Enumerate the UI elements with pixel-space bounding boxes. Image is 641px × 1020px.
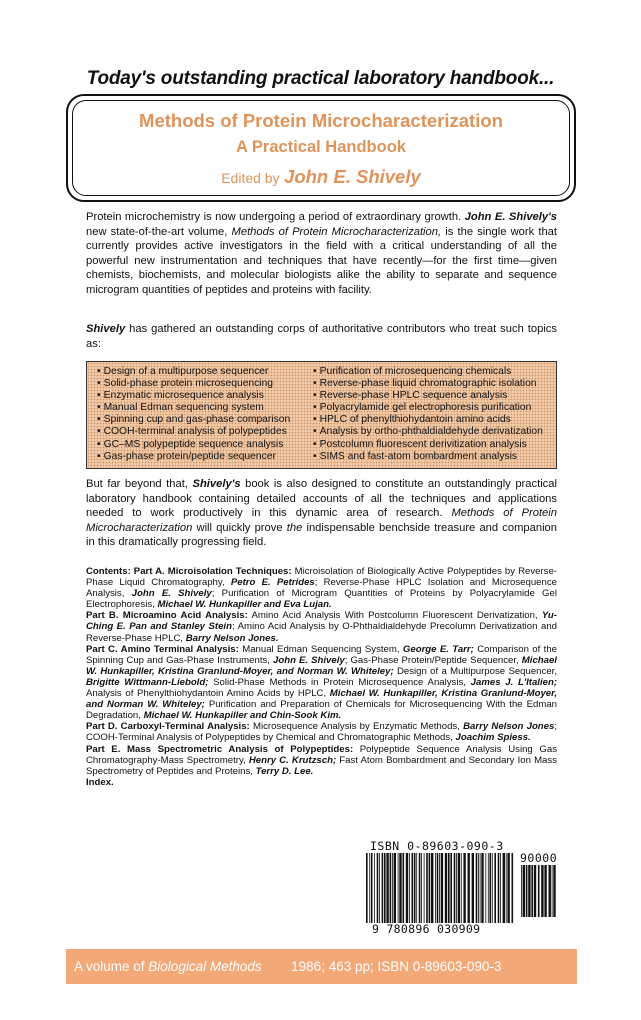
barcode-bar	[369, 853, 370, 923]
barcode-bar	[461, 853, 462, 923]
footer-prefix: A volume of	[74, 959, 149, 974]
emphasized-text: Michael W. Hunkapiller, Kristina Granlund-Moyer, and Norman W. Whiteley;	[86, 688, 557, 711]
emphasized-text: Barry Nelson Jones	[463, 721, 555, 733]
barcode-bar	[456, 853, 457, 923]
contents-section	[86, 744, 557, 777]
topic-item: • Enzymatic microsequence analysis	[97, 390, 309, 402]
title-box	[66, 94, 576, 202]
text-run: Polypeptide Sequence Analysis Using Gas Chromatography-Mass Spectrometry,	[86, 743, 557, 766]
topics-list-left	[97, 366, 309, 463]
table-of-contents	[86, 566, 557, 788]
footer-year: 1986;	[291, 959, 325, 974]
intro-paragraph	[86, 210, 557, 298]
price-barcode	[520, 865, 558, 917]
barcode-bar	[476, 853, 478, 923]
barcode-bar	[371, 853, 373, 923]
emphasized-text: Methods of Protein Microcharacterization	[86, 507, 557, 534]
text-run: Purification and Preparation of Chemicals for Microsequencing With the Edman Degradation,	[86, 699, 557, 722]
text-run: Protein microchemistry is now undergoing a period of extraordinary growth.	[86, 211, 465, 223]
book-subtitle: A Practical Handbook	[236, 138, 406, 156]
barcode-bar	[531, 865, 533, 917]
contents-section	[86, 721, 557, 743]
barcode-bar	[523, 865, 525, 917]
emphasized-text: Methods of Protein Microcharacterization,	[231, 225, 442, 238]
emphasized-text: John E. Shively's	[464, 211, 557, 223]
barcode-bar	[414, 853, 416, 923]
barcode-bar	[490, 853, 492, 923]
editor-prefix: Edited by	[221, 170, 280, 186]
emphasized-text: Part B. Microamino Acid Analysis:	[86, 610, 248, 622]
barcode-bar	[485, 853, 486, 923]
emphasized-text: John E. Shively	[273, 654, 345, 666]
text-run: Fast Atom Bombardment and Secondary Ion Mass Spectrometry of Peptides and Proteins,	[86, 754, 557, 777]
text-run: Microsequence Analysis by Enzymatic Methods,	[249, 721, 464, 733]
text-run: ; Amino Acid Analysis by O-Phthaldialdehyde Precolumn Derivatization and Reverse-Phase HPLC,	[86, 621, 557, 644]
contents-section	[86, 644, 557, 722]
barcode-bar	[494, 853, 496, 923]
barcode-bar	[552, 865, 553, 917]
barcode-bar	[382, 853, 384, 923]
barcode-bar	[521, 865, 522, 917]
editor-line	[68, 166, 574, 188]
text-run: ; Purification of Microgram Quantities of Proteins by Polyacrylamide Gel Electrophoresis,	[86, 588, 557, 611]
barcode-bar	[506, 853, 507, 923]
barcode-bar	[435, 853, 436, 923]
barcode-bar	[377, 853, 379, 923]
price-code: 90000	[520, 851, 558, 865]
barcode-bar	[384, 853, 386, 923]
barcode-bar	[398, 853, 399, 923]
topic-item: • Solid-phase protein microsequencing	[97, 378, 309, 390]
barcode-bar	[480, 853, 481, 923]
contributors-paragraph	[86, 322, 557, 351]
barcode-bar	[429, 853, 431, 923]
topic-item: • Manual Edman sequencing system	[97, 402, 309, 414]
topic-item: • Design of a multipurpose sequencer	[97, 366, 309, 378]
topics-list-right	[313, 366, 553, 463]
barcode-bar	[374, 853, 375, 923]
barcode-bar	[448, 853, 450, 923]
barcode-bar	[481, 853, 483, 923]
emphasized-text: Michael W. Hunkapiller and Chin-Sook Kim.	[143, 710, 342, 722]
topic-item: • Analysis by ortho-phthaldialdehyde derivatization	[313, 426, 553, 438]
barcode-bar	[424, 853, 425, 923]
barcode-bar	[472, 853, 474, 923]
barcode-bar	[503, 853, 505, 923]
barcode-bar	[409, 853, 410, 923]
text-run: ; Reverse-Phase HPLC Isolation and Microsequence Analysis,	[86, 577, 557, 600]
emphasized-text: Part E. Mass Spectrometric Analysis of Polypeptides:	[86, 743, 354, 755]
footer-pages: 463 pp;	[328, 959, 374, 974]
text-run: Microisolation of Biologically Active Polypeptides by Reverse-Phase Liquid Chromatography,	[86, 566, 557, 589]
text-run: Manual Edman Sequencing System,	[238, 643, 403, 655]
barcode-bar	[526, 865, 528, 917]
barcode-bar	[426, 853, 428, 923]
emphasized-text: Part C. Amino Terminal Analysis:	[86, 643, 239, 655]
emphasized-text: Yu-Ching E. Pan and Stanley Stein	[86, 610, 557, 633]
emphasized-text: Michael W. Hunkapiller, Kristina Granlund-Moyer, and Norman W. Whiteley;	[86, 654, 557, 677]
text-run: Comparison of the Spinning Cup and Gas-Phase Instruments,	[86, 643, 557, 666]
emphasized-text: Shively's	[192, 478, 241, 490]
emphasized-text: Terry D. Lee.	[255, 765, 314, 777]
barcode-bar	[549, 865, 551, 917]
barcode-bar	[379, 853, 380, 923]
handbook-paragraph	[86, 477, 557, 550]
text-run: Solid-Phase Methods in Protein Microsequence Analysis,	[208, 676, 471, 688]
barcode-bar	[458, 853, 460, 923]
contents-section	[86, 777, 557, 788]
topic-item: • Reverse-phase HPLC sequence analysis	[313, 390, 553, 402]
barcode-bar	[421, 853, 422, 923]
emphasized-text: Barry Nelson Jones.	[185, 632, 279, 644]
text-run: new state-of-the-art volume,	[86, 225, 232, 238]
topic-item: • Purification of microsequencing chemicals	[313, 366, 553, 378]
barcode-bar	[390, 853, 392, 923]
emphasized-text: George E. Tarr;	[402, 643, 474, 655]
barcode-bar	[392, 853, 393, 923]
text-run: Design of a Multipurpose Sequencer,	[393, 665, 557, 677]
barcode-bar	[419, 853, 421, 923]
emphasized-text: Joachim Spiess.	[455, 732, 531, 744]
topic-item: • Gas-phase protein/peptide sequencer	[97, 451, 309, 463]
barcode-bar	[478, 853, 479, 923]
emphasized-text: Henry C. Krutzsch;	[248, 754, 337, 766]
book-title: Methods of Protein Microcharacterization	[139, 110, 503, 131]
barcode-bar	[431, 853, 433, 923]
barcode-bar	[463, 853, 465, 923]
barcode-bar	[507, 853, 509, 923]
topic-item: • Reverse-phase liquid chromatographic isolation	[313, 378, 553, 390]
barcode-bar	[468, 853, 470, 923]
barcode-bar	[386, 853, 388, 923]
text-run: Amino Acid Analysis With Postcolumn Fluorescent Derivatization,	[247, 610, 542, 622]
text-run: But far beyond that,	[86, 478, 193, 490]
emphasized-text: Contents: Part A. Microisolation Techniques:	[86, 566, 292, 577]
barcode-bar	[488, 853, 489, 923]
emphasized-text: Michael W. Hunkapiller and Eva Lujan.	[157, 599, 332, 611]
text-run: Analysis of Phenylthiohydantoin Amino Acids by HPLC,	[86, 688, 330, 700]
barcode-bar	[439, 853, 440, 923]
text-run: ; Gas-Phase Protein/Peptide Sequencer,	[344, 654, 522, 666]
barcode-bar	[500, 853, 501, 923]
topic-item: • COOH-terminal analysis of polypeptides	[97, 426, 309, 438]
barcode-bar	[445, 853, 447, 923]
emphasized-text: the	[286, 521, 303, 534]
contents-section	[86, 610, 557, 643]
text-run: will quickly prove	[192, 521, 287, 534]
topic-item: • Spinning cup and gas-phase comparison	[97, 414, 309, 426]
isbn-label: ISBN 0-89603-090-3	[370, 839, 504, 853]
barcode-bar	[366, 853, 368, 923]
topic-item: • Polyacrylamide gel electrophoresis purification	[313, 402, 553, 414]
text-run: book is also designed to constitute an outstandingly practical laboratory handbook containing detailed accounts of all the techniques and applications needed to work productively in this dynamic area of research.	[86, 478, 557, 520]
editor-name: John E. Shively	[284, 166, 421, 187]
barcode-bar	[528, 865, 530, 917]
tagline: Today's outstanding practical laboratory handbook...	[86, 68, 555, 89]
barcode-bar	[498, 853, 500, 923]
text-run: is the single work that currently provides active investigators in the field with a critical understanding of all the powerful new instrumentation and techniques that have recently—for the first time—given chemists, biochemists, and molecular biologists alike the ability to separate and sequence microgram quantities of peptides and proteins with facility.	[86, 225, 558, 296]
text-run: has gathered an outstanding corps of authoritative contributors who treat such topics as:	[86, 323, 557, 350]
barcode-bar	[492, 853, 493, 923]
barcode-digits: 9 780896 030909	[372, 922, 481, 936]
emphasized-text: Petro E. Petrides	[230, 577, 315, 589]
barcode-bar	[406, 853, 408, 923]
barcode-bar	[412, 853, 414, 923]
emphasized-text: Part D. Carboxyl-Terminal Analysis:	[86, 721, 250, 733]
barcode-bar	[416, 853, 417, 923]
barcode-bar	[512, 853, 514, 923]
footer-bar	[66, 949, 577, 984]
topic-item: • GC–MS polypeptide sequence analysis	[97, 439, 309, 451]
barcode-bar	[441, 853, 443, 923]
barcode-bar	[553, 865, 555, 917]
topics-box	[86, 361, 557, 469]
barcode-bar	[394, 853, 396, 923]
barcode-bar	[541, 865, 543, 917]
footer-isbn: ISBN 0-89603-090-3	[377, 959, 502, 974]
emphasized-text: Brigitte Wittmann-Liebold;	[86, 676, 209, 688]
emphasized-text: Index.	[86, 776, 114, 788]
barcode-bar	[538, 865, 540, 917]
barcode-bar	[437, 853, 439, 923]
barcode-bar	[534, 865, 536, 917]
text-run: ; COOH-Terminal Analysis of Polypeptides by Chemical and Chromatographic Methods,	[86, 721, 558, 744]
topic-item: • HPLC of phenylthiohydantoin amino acids	[313, 414, 553, 426]
contents-section	[86, 566, 557, 610]
barcode-bar	[544, 865, 546, 917]
topic-item: • SIMS and fast-atom bombardment analysis	[313, 451, 553, 463]
barcode-bar	[403, 853, 405, 923]
emphasized-text: James J. L'Italien;	[470, 676, 558, 688]
footer-series: Biological Methods	[148, 959, 262, 974]
emphasized-text: John E. Shively	[131, 588, 212, 600]
text-run: indispensable benchside treasure and companion in this dramatically progressing field.	[86, 521, 558, 549]
barcode-bar	[399, 853, 401, 923]
topic-item: • Postcolumn fluorescent derivitization analysis	[313, 439, 553, 451]
barcode-bar	[454, 853, 456, 923]
barcode-bar	[450, 853, 452, 923]
isbn-barcode	[365, 853, 515, 923]
emphasized-text: Shively	[86, 323, 126, 335]
